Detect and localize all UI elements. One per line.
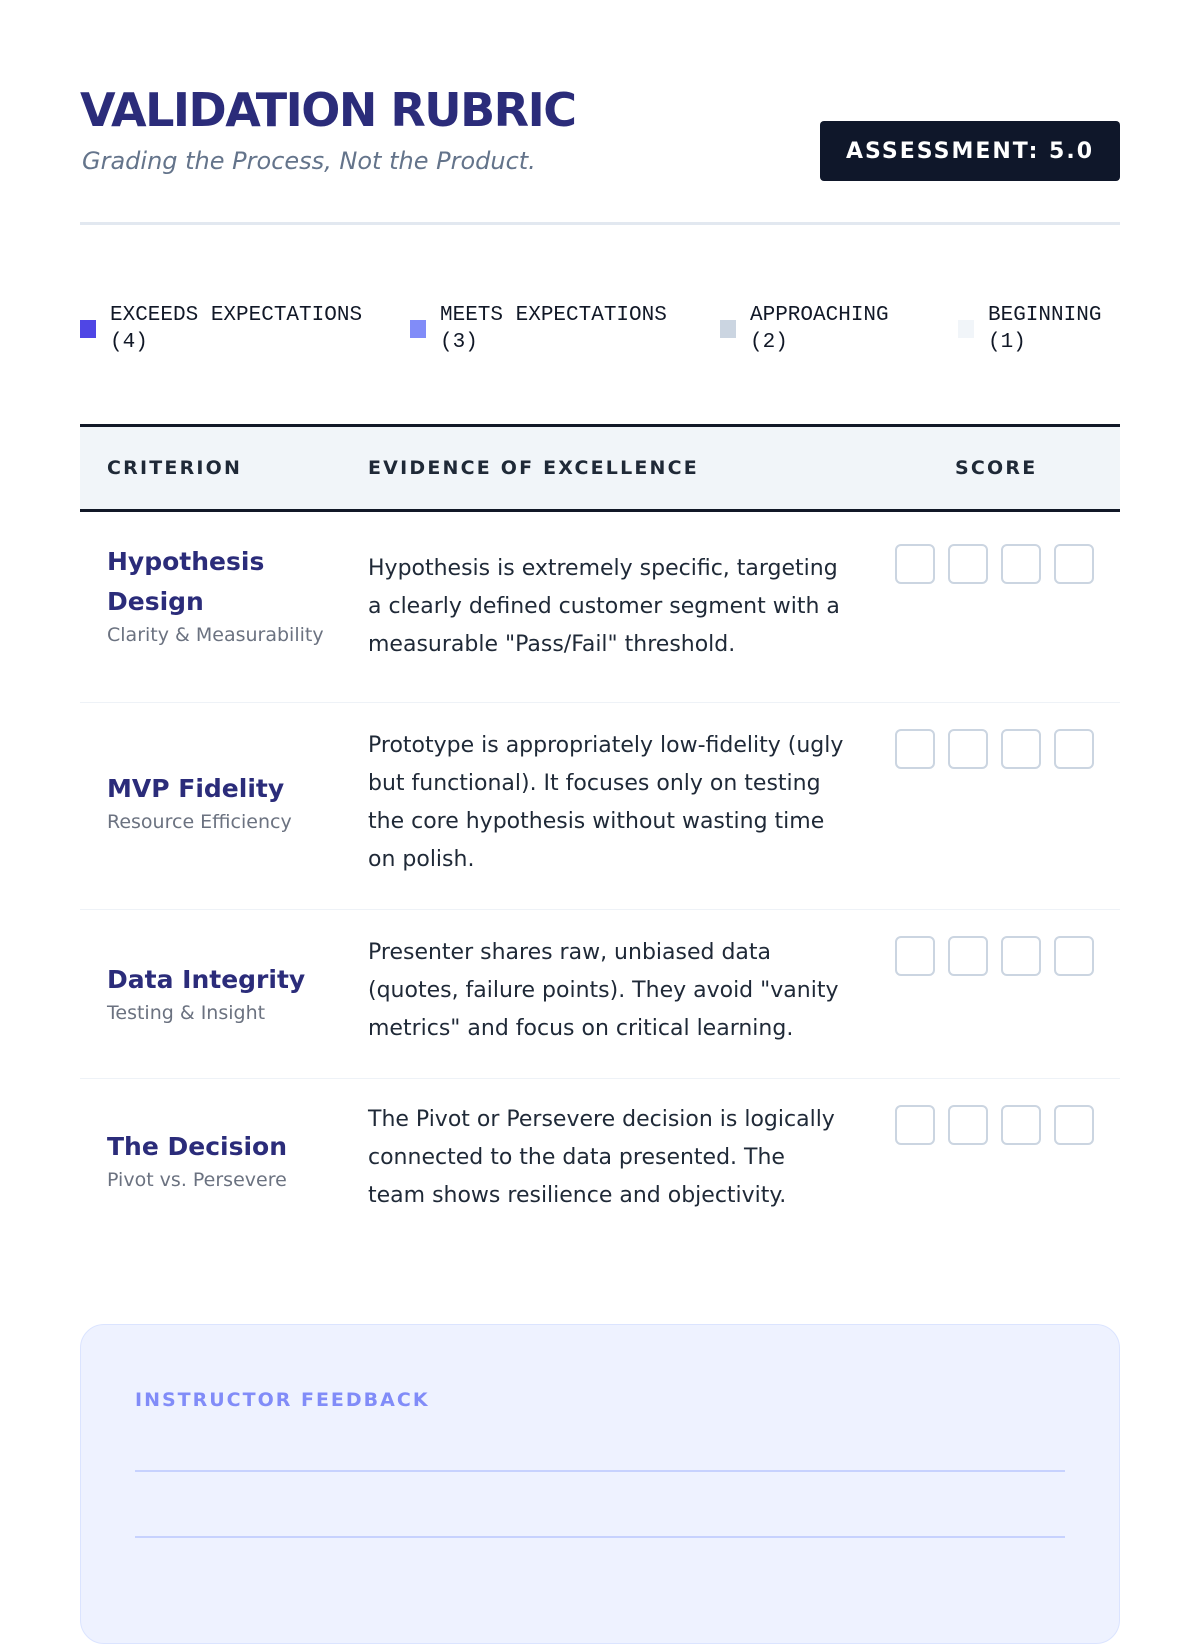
score-box-1[interactable] bbox=[895, 544, 935, 584]
score-box-4[interactable] bbox=[1054, 936, 1094, 976]
score-boxes bbox=[895, 729, 1107, 769]
score-box-4[interactable] bbox=[1054, 729, 1094, 769]
legend-item-approaching bbox=[720, 302, 889, 356]
evidence-text: Presenter shares raw, unbiased data (quotes, failure points). They avoid "vanity metrics" and focus on critical learning. bbox=[368, 940, 839, 1041]
score-boxes bbox=[895, 936, 1107, 976]
criterion-name: Hypothesis Design bbox=[107, 547, 265, 616]
score-boxes bbox=[895, 544, 1107, 584]
criterion-cell bbox=[107, 542, 327, 648]
criterion-subtitle: Resource Efficiency bbox=[107, 811, 292, 833]
legend-label: MEETS EXPECTATIONS (3) bbox=[440, 304, 667, 354]
legend-item-exceeds bbox=[80, 302, 362, 356]
legend-label: EXCEEDS EXPECTATIONS (4) bbox=[110, 304, 363, 354]
table-row bbox=[80, 512, 1120, 703]
column-header-criterion: CRITERION bbox=[107, 457, 243, 479]
score-box-4[interactable] bbox=[1054, 1105, 1094, 1145]
table-row bbox=[80, 1079, 1120, 1249]
score-box-2[interactable] bbox=[948, 729, 988, 769]
score-box-2[interactable] bbox=[948, 544, 988, 584]
criterion-subtitle: Clarity & Measurability bbox=[107, 624, 324, 646]
table-header bbox=[80, 424, 1120, 512]
rubric-table bbox=[80, 424, 1120, 1249]
legend bbox=[80, 302, 1120, 362]
score-box-1[interactable] bbox=[895, 1105, 935, 1145]
criterion-name: MVP Fidelity bbox=[107, 774, 285, 803]
page-title: VALIDATION RUBRIC bbox=[80, 83, 576, 137]
criterion-subtitle: Testing & Insight bbox=[107, 1002, 266, 1024]
legend-label: APPROACHING (2) bbox=[750, 304, 889, 354]
criterion-cell bbox=[107, 769, 327, 835]
score-box-1[interactable] bbox=[895, 936, 935, 976]
column-header-evidence: EVIDENCE OF EXCELLENCE bbox=[368, 457, 699, 479]
evidence-text: Hypothesis is extremely specific, targeting a clearly defined customer segment with a measurable "Pass/Fail" threshold. bbox=[368, 556, 840, 657]
feedback-line[interactable] bbox=[135, 1470, 1065, 1472]
score-box-3[interactable] bbox=[1001, 936, 1041, 976]
evidence-text: The Pivot or Persevere decision is logically connected to the data presented. The team shows resilience and objectivity. bbox=[368, 1107, 835, 1208]
score-box-3[interactable] bbox=[1001, 544, 1041, 584]
feedback-line[interactable] bbox=[135, 1536, 1065, 1538]
column-header-score: SCORE bbox=[955, 457, 1038, 479]
legend-swatch-approaching bbox=[720, 320, 736, 338]
legend-swatch-beginning bbox=[958, 320, 974, 338]
rubric-page bbox=[80, 0, 1120, 1411]
score-boxes bbox=[895, 1105, 1107, 1145]
page-subtitle: Grading the Process, Not the Product. bbox=[82, 147, 536, 175]
criterion-cell bbox=[107, 1127, 327, 1193]
instructor-feedback-panel bbox=[80, 1324, 1120, 1644]
score-box-1[interactable] bbox=[895, 729, 935, 769]
score-box-4[interactable] bbox=[1054, 544, 1094, 584]
evidence-text: Prototype is appropriately low-fidelity (ugly but functional). It focuses only on testing the core hypothesis without wasting time on polish. bbox=[368, 733, 844, 872]
legend-swatch-meets bbox=[410, 320, 426, 338]
legend-label: BEGINNING (1) bbox=[988, 304, 1102, 354]
score-box-2[interactable] bbox=[948, 1105, 988, 1145]
feedback-title: INSTRUCTOR FEEDBACK bbox=[135, 1389, 430, 1411]
legend-swatch-exceeds bbox=[80, 320, 96, 338]
criterion-name: The Decision bbox=[107, 1132, 288, 1161]
criterion-cell bbox=[107, 960, 327, 1026]
criterion-subtitle: Pivot vs. Persevere bbox=[107, 1169, 287, 1191]
header bbox=[80, 0, 1120, 225]
score-box-3[interactable] bbox=[1001, 1105, 1041, 1145]
score-box-2[interactable] bbox=[948, 936, 988, 976]
score-box-3[interactable] bbox=[1001, 729, 1041, 769]
legend-item-meets bbox=[410, 302, 667, 356]
assessment-badge: ASSESSMENT: 5.0 bbox=[820, 121, 1120, 181]
criterion-name: Data Integrity bbox=[107, 965, 306, 994]
table-row bbox=[80, 910, 1120, 1079]
legend-item-beginning bbox=[958, 302, 1101, 356]
table-row bbox=[80, 703, 1120, 910]
